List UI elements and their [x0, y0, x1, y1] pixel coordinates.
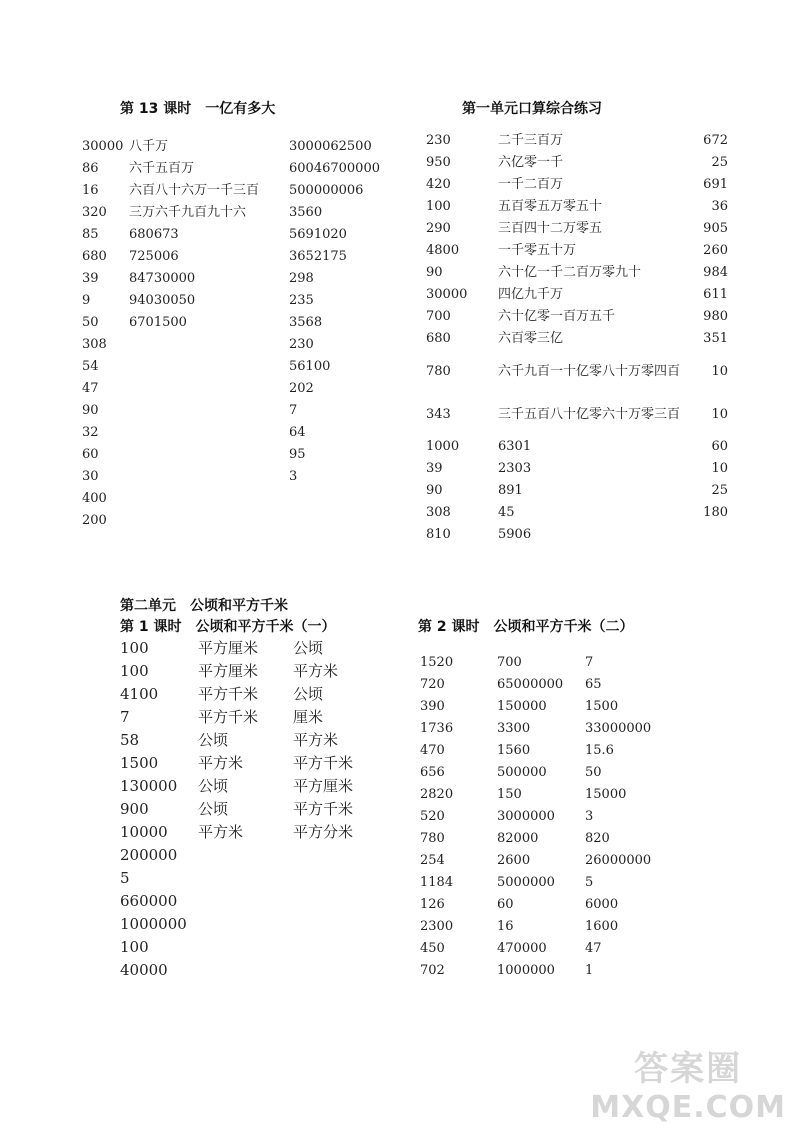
list-item: 611	[703, 287, 728, 302]
list-item: 150000	[497, 699, 547, 714]
list-item: 1000000	[120, 915, 187, 933]
list-item: 308	[426, 505, 451, 520]
list-item: 85	[82, 227, 99, 242]
list-item: 2820	[420, 787, 454, 802]
list-item: 公顷	[198, 800, 229, 818]
list-item: 400	[82, 491, 107, 506]
section4-column-2	[497, 652, 563, 982]
list-item: 980	[703, 309, 728, 324]
list-item: 680673	[129, 227, 179, 242]
list-item: 16	[497, 919, 514, 934]
list-item: 33000000	[585, 721, 652, 736]
list-item: 三万六千九百九十六	[129, 205, 247, 220]
section1-title: 第 13 课时 一亿有多大	[120, 101, 276, 117]
list-item: 5906	[498, 527, 532, 542]
list-item: 691	[703, 177, 728, 192]
list-item: 3000000	[497, 809, 555, 824]
list-item: 65000000	[497, 677, 564, 692]
list-item: 65	[585, 677, 602, 692]
list-item: 公顷	[293, 685, 324, 703]
section4-column-1	[420, 652, 453, 982]
list-item: 60	[82, 447, 99, 462]
section1-column-1	[82, 136, 123, 532]
list-item: 30000	[426, 287, 468, 302]
section2-column-3	[690, 130, 728, 524]
list-item: 810	[426, 527, 451, 542]
section3-title: 第 1 课时 公顷和平方千米（一）	[120, 619, 336, 635]
list-item: 1	[585, 963, 594, 978]
list-item: 3300	[497, 721, 531, 736]
list-item: 1500	[120, 754, 159, 772]
list-item: 95	[289, 447, 306, 462]
list-item: 6301	[498, 439, 532, 454]
list-item: 4800	[426, 243, 460, 258]
list-item: 平方米	[293, 731, 339, 749]
list-item: 25	[711, 483, 728, 498]
list-item: 7	[585, 655, 594, 670]
list-item: 725006	[129, 249, 179, 264]
list-item: 60046700000	[289, 161, 380, 176]
list-item: 2303	[498, 461, 532, 476]
list-item: 470000	[497, 941, 547, 956]
watermark-logo-text: 答案圈	[634, 1049, 743, 1089]
list-item: 公顷	[198, 777, 229, 795]
list-item: 130000	[120, 777, 178, 795]
list-item: 230	[426, 133, 451, 148]
list-item: 672	[703, 133, 728, 148]
list-item: 一千零五十万	[498, 243, 577, 258]
list-item: 3000062500	[289, 139, 372, 154]
list-item: 905	[703, 221, 728, 236]
list-item: 26000000	[585, 853, 652, 868]
list-item: 470	[420, 743, 445, 758]
list-item: 780	[426, 363, 451, 379]
list-item: 100	[120, 662, 149, 680]
list-item: 9	[82, 293, 91, 308]
list-item: 54	[82, 359, 99, 374]
list-item: 180	[703, 505, 728, 520]
list-item: 平方厘米	[198, 662, 259, 680]
list-item: 40000	[120, 961, 168, 979]
list-item: 90	[426, 265, 443, 280]
list-item: 六千九百一十亿零八十万零四百	[498, 364, 681, 379]
list-item: 16	[82, 183, 99, 198]
list-item: 100	[426, 199, 451, 214]
list-item: 308	[82, 337, 107, 352]
list-item: 1000	[426, 439, 460, 454]
list-item: 5	[585, 875, 594, 890]
section1-column-3	[289, 136, 380, 488]
list-item: 五百零五万零五十	[498, 199, 603, 214]
list-item: 660000	[120, 892, 178, 910]
list-item: 420	[426, 177, 451, 192]
list-item: 1560	[497, 743, 531, 758]
list-item: 平方千米	[293, 800, 354, 818]
list-item: 235	[289, 293, 314, 308]
list-item: 10	[711, 406, 728, 422]
list-item: 320	[82, 205, 107, 220]
list-item: 30000	[82, 139, 124, 154]
list-item: 700	[497, 655, 522, 670]
list-item: 1600	[585, 919, 619, 934]
list-item: 1736	[420, 721, 454, 736]
list-item: 六百八十六万一千三百	[129, 183, 260, 198]
list-item: 六百零三亿	[498, 331, 564, 346]
list-item: 5000000	[497, 875, 555, 890]
list-item: 4100	[120, 685, 159, 703]
list-item: 6000	[585, 897, 619, 912]
list-item: 150	[497, 787, 522, 802]
list-item: 780	[420, 831, 445, 846]
list-item: 100	[120, 938, 149, 956]
list-item: 56100	[289, 359, 331, 374]
list-item: 1184	[420, 875, 454, 890]
list-item: 10	[711, 461, 728, 476]
watermark	[590, 1041, 786, 1125]
list-item: 平方厘米	[198, 639, 259, 657]
list-item: 3	[585, 809, 594, 824]
list-item: 94030050	[129, 293, 196, 308]
list-item: 254	[420, 853, 445, 868]
list-item: 六亿零一千	[498, 155, 564, 170]
list-item: 三千五百八十亿零六十万零三百	[498, 407, 681, 422]
list-item: 10	[711, 363, 728, 379]
list-item: 15.6	[585, 743, 614, 758]
list-item: 290	[426, 221, 451, 236]
list-item: 50	[585, 765, 602, 780]
watermark-url: MXQE.COM	[590, 1090, 786, 1125]
list-item: 100	[120, 639, 149, 657]
list-item: 二千三百万	[498, 133, 564, 148]
section4-column-3	[585, 652, 651, 982]
section2-column-1	[426, 130, 467, 546]
list-item: 656	[420, 765, 445, 780]
list-item: 450	[420, 941, 445, 956]
list-item: 6701500	[129, 315, 187, 330]
list-item: 47	[82, 381, 99, 396]
list-item: 公顷	[293, 639, 324, 657]
section2-title: 第一单元口算综合练习	[462, 101, 602, 117]
list-item: 47	[585, 941, 602, 956]
list-item: 900	[120, 800, 149, 818]
list-item: 四亿九千万	[498, 287, 564, 302]
list-item: 1000000	[497, 963, 555, 978]
list-item: 平方千米	[198, 708, 259, 726]
list-item: 10000	[120, 823, 168, 841]
list-item: 58	[120, 731, 140, 749]
list-item: 八千万	[129, 139, 169, 154]
section2-column-2	[498, 130, 688, 546]
list-item: 25	[711, 155, 728, 170]
list-item: 500000	[497, 765, 547, 780]
list-item: 84730000	[129, 271, 196, 286]
unit2-title: 第二单元 公顷和平方千米	[120, 598, 288, 614]
section3-column-1	[120, 637, 187, 982]
list-item: 39	[82, 271, 99, 286]
list-item: 平方千米	[293, 754, 354, 772]
list-item: 39	[426, 461, 443, 476]
list-item: 90	[82, 403, 99, 418]
list-item: 36	[711, 199, 728, 214]
list-item: 891	[498, 483, 523, 498]
list-item: 680	[426, 331, 451, 346]
list-item: 820	[585, 831, 610, 846]
list-item: 720	[420, 677, 445, 692]
list-item: 5691020	[289, 227, 347, 242]
list-item: 平方米	[198, 754, 244, 772]
list-item: 50	[82, 315, 99, 330]
list-item: 厘米	[293, 708, 324, 726]
list-item: 680	[82, 249, 107, 264]
list-item: 平方米	[198, 823, 244, 841]
list-item: 7	[120, 708, 130, 726]
list-item: 3652175	[289, 249, 347, 264]
list-item: 六十亿零一百万五千	[498, 309, 616, 324]
list-item: 平方千米	[198, 685, 259, 703]
list-item: 126	[420, 897, 445, 912]
list-item: 260	[703, 243, 728, 258]
list-item: 90	[426, 483, 443, 498]
list-item: 298	[289, 271, 314, 286]
list-item: 230	[289, 337, 314, 352]
list-item: 202	[289, 381, 314, 396]
list-item: 45	[498, 505, 515, 520]
list-item: 2600	[497, 853, 531, 868]
list-item: 平方厘米	[293, 777, 354, 795]
list-item: 六千五百万	[129, 161, 195, 176]
section4-title: 第 2 课时 公顷和平方千米（二）	[418, 619, 634, 635]
list-item: 5	[120, 869, 130, 887]
section3-column-3	[293, 637, 353, 844]
list-item: 950	[426, 155, 451, 170]
list-item: 一千二百万	[498, 177, 564, 192]
list-item: 700	[426, 309, 451, 324]
list-item: 15000	[585, 787, 627, 802]
list-item: 390	[420, 699, 445, 714]
list-item: 3568	[289, 315, 323, 330]
list-item: 82000	[497, 831, 539, 846]
section1-column-2	[129, 136, 259, 334]
list-item: 86	[82, 161, 99, 176]
list-item: 351	[703, 331, 728, 346]
list-item: 三百四十二万零五	[498, 221, 603, 236]
list-item: 520	[420, 809, 445, 824]
list-item: 200000	[120, 846, 178, 864]
list-item: 64	[289, 425, 306, 440]
section3-column-2	[198, 637, 258, 844]
list-item: 2300	[420, 919, 454, 934]
list-item: 984	[703, 265, 728, 280]
list-item: 60	[711, 439, 728, 454]
list-item: 3	[289, 469, 298, 484]
list-item: 公顷	[198, 731, 229, 749]
list-item: 500000006	[289, 183, 364, 198]
list-item: 六十亿一千二百万零九十	[498, 265, 642, 280]
list-item: 200	[82, 513, 107, 528]
list-item: 7	[289, 403, 298, 418]
list-item: 平方分米	[293, 823, 354, 841]
list-item: 1500	[585, 699, 619, 714]
list-item: 3560	[289, 205, 323, 220]
list-item: 1520	[420, 655, 454, 670]
list-item: 30	[82, 469, 99, 484]
list-item: 60	[497, 897, 514, 912]
list-item: 32	[82, 425, 99, 440]
list-item: 平方米	[293, 662, 339, 680]
list-item: 343	[426, 406, 451, 422]
list-item: 702	[420, 963, 445, 978]
